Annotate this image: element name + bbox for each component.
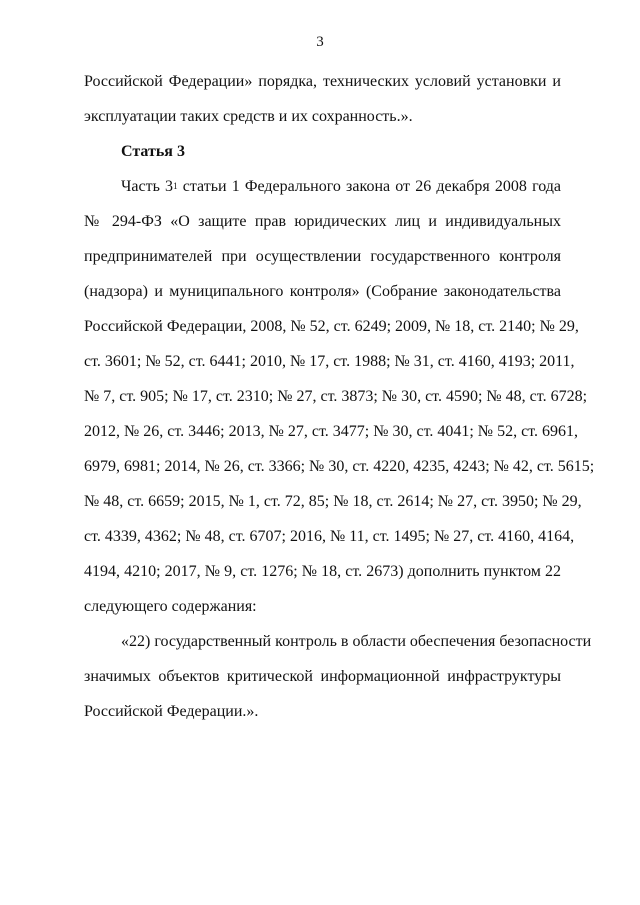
article-line: ст. 4339, 4362; № 48, ст. 6707; 2016, № 11, ст. 1495; № 27, ст. 4160, 4164, bbox=[84, 528, 575, 545]
article-line: № 48, ст. 6659; 2015, № 1, ст. 72, 85; № 18, ст. 2614; № 27, ст. 3950; № 29, bbox=[84, 493, 582, 510]
quote-line: Российской Федерации.». bbox=[84, 703, 259, 720]
article-line: следующего содержания: bbox=[84, 598, 257, 615]
article-line: Российской Федерации, 2008, № 52, ст. 6249; 2009, № 18, ст. 2140; № 29, bbox=[84, 318, 579, 335]
article-line: (надзора) и муниципального контроля» (Собрание законодательства bbox=[84, 283, 561, 300]
article-line: 4194, 4210; 2017, № 9, ст. 1276; № 18, ст. 2673) дополнить пунктом 22 bbox=[84, 563, 561, 580]
quote-line: «22) государственный контроль в области обеспечения безопасности bbox=[121, 633, 592, 650]
article-line: ст. 3601; № 52, ст. 6441; 2010, № 17, ст. 1988; № 31, ст. 4160, 4193; 2011, bbox=[84, 353, 575, 370]
intro-line: эксплуатации таких средств и их сохранность.». bbox=[84, 108, 413, 125]
article-first-line bbox=[121, 177, 561, 197]
quote-line: значимых объектов критической информационной инфраструктуры bbox=[84, 668, 561, 685]
article-first-prefix: Часть 3 bbox=[121, 178, 174, 195]
intro-line: Российской Федерации» порядка, технических условий установки и bbox=[84, 73, 561, 90]
article-line: № 294-ФЗ «О защите прав юридических лиц и индивидуальных bbox=[84, 213, 561, 230]
article-line: 2012, № 26, ст. 3446; 2013, № 27, ст. 3477; № 30, ст. 4041; № 52, ст. 6961, bbox=[84, 423, 578, 440]
article-line: № 7, ст. 905; № 17, ст. 2310; № 27, ст. 3873; № 30, ст. 4590; № 48, ст. 6728; bbox=[84, 388, 588, 405]
article-line: предпринимателей при осуществлении государственного контроля bbox=[84, 248, 561, 265]
article-first-superscript: 1 bbox=[173, 181, 178, 191]
article-line: 6979, 6981; 2014, № 26, ст. 3366; № 30, ст. 4220, 4235, 4243; № 42, ст. 5615; bbox=[84, 458, 595, 475]
page-number: 3 bbox=[316, 34, 324, 50]
article-first-rest: статьи 1 Федерального закона от 26 декабря 2008 года bbox=[177, 178, 562, 195]
article-heading: Статья 3 bbox=[121, 143, 185, 160]
